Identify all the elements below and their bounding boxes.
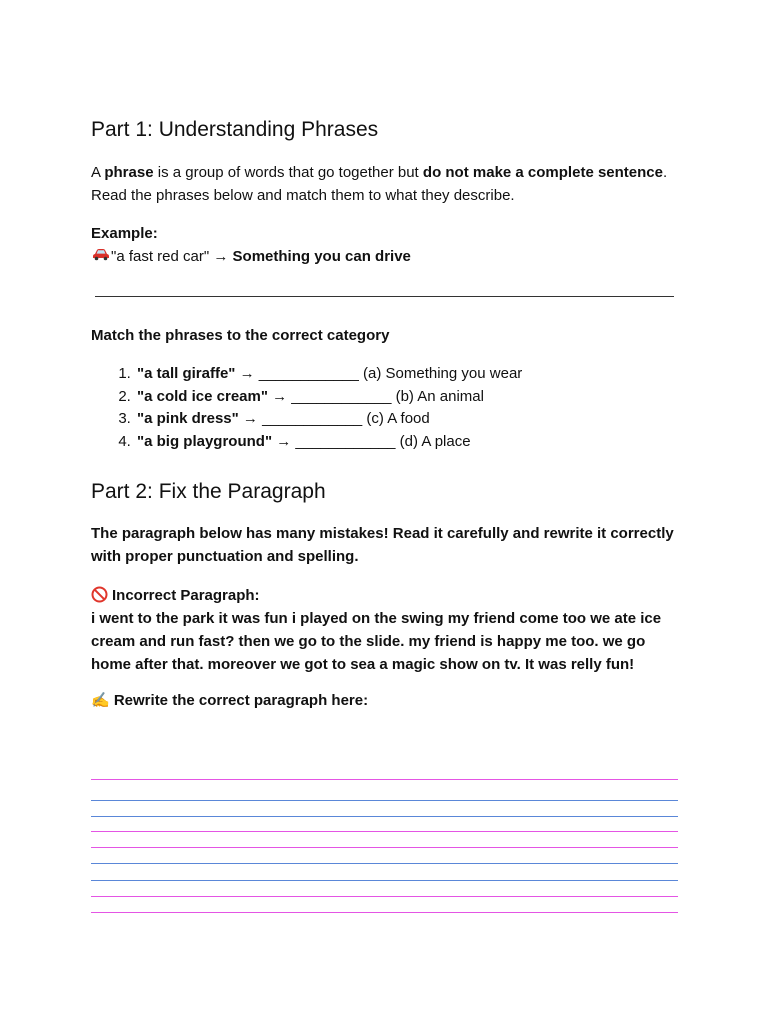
intro-a: A <box>91 164 105 181</box>
example-phrase: "a fast red car" → <box>111 248 233 265</box>
part2-title: Part 2: Fix the Paragraph <box>91 480 326 503</box>
item-phrase: "a tall giraffe" <box>137 365 236 382</box>
list-item <box>135 431 522 454</box>
item-rest[interactable]: → ____________ (d) A place <box>272 432 471 450</box>
writing-line[interactable] <box>91 912 678 913</box>
example-block <box>91 222 681 268</box>
incorrect-label: Incorrect Paragraph: <box>112 587 260 604</box>
writing-line[interactable] <box>91 816 678 817</box>
writing-line[interactable] <box>91 863 678 864</box>
item-phrase: "a pink dress" <box>137 410 239 427</box>
rewrite-label: ✍ Rewrite the correct paragraph here: <box>91 692 369 709</box>
item-rest[interactable]: → ____________ (c) A food <box>238 410 430 427</box>
intro-phrase-term: phrase <box>104 164 154 181</box>
part2-instructions: The paragraph below has many mistakes! Read it carefully and rewrite it correctly with proper punctuation and spelling. <box>91 525 674 565</box>
writing-line[interactable] <box>91 831 678 832</box>
intro-mid: is a group of words that go together but <box>153 164 423 181</box>
item-phrase: "a big playground" <box>137 432 273 450</box>
incorrect-paragraph: i went to the park it was fun i played on the swing my friend come too we ate ice cream and run fast? then we go to the slide. my friend is happy me too. we go home after that. moreover we got to sea a magic show on tv. It was relly fun! <box>91 610 662 673</box>
item-phrase: "a cold ice cream" <box>137 387 268 405</box>
writing-line[interactable] <box>91 847 678 848</box>
item-rest[interactable]: → ____________ (a) Something you wear <box>235 365 523 382</box>
list-item <box>135 386 522 409</box>
section-divider <box>95 296 674 297</box>
example-answer: Something you can drive <box>232 248 411 265</box>
writing-line[interactable] <box>91 896 678 897</box>
match-heading: Match the phrases to the correct category <box>91 327 390 344</box>
match-list <box>91 363 522 453</box>
writing-line[interactable] <box>91 800 678 801</box>
intro-period: . <box>662 164 668 181</box>
writing-line[interactable] <box>91 779 678 780</box>
car-icon <box>91 245 111 268</box>
prohibited-icon <box>91 586 108 603</box>
list-item <box>135 363 522 386</box>
example-label: Example: <box>91 225 158 242</box>
intro-bold-end: do not make a complete sentence <box>422 164 663 181</box>
writing-line[interactable] <box>91 880 678 881</box>
intro-line2: Read the phrases below and match them to what they describe. <box>91 187 515 204</box>
part1-title: Part 1: Understanding Phrases <box>91 118 379 141</box>
intro-paragraph <box>91 161 681 207</box>
incorrect-block <box>91 583 681 676</box>
item-rest[interactable]: → ____________ (b) An animal <box>267 387 484 405</box>
list-item <box>135 408 522 431</box>
